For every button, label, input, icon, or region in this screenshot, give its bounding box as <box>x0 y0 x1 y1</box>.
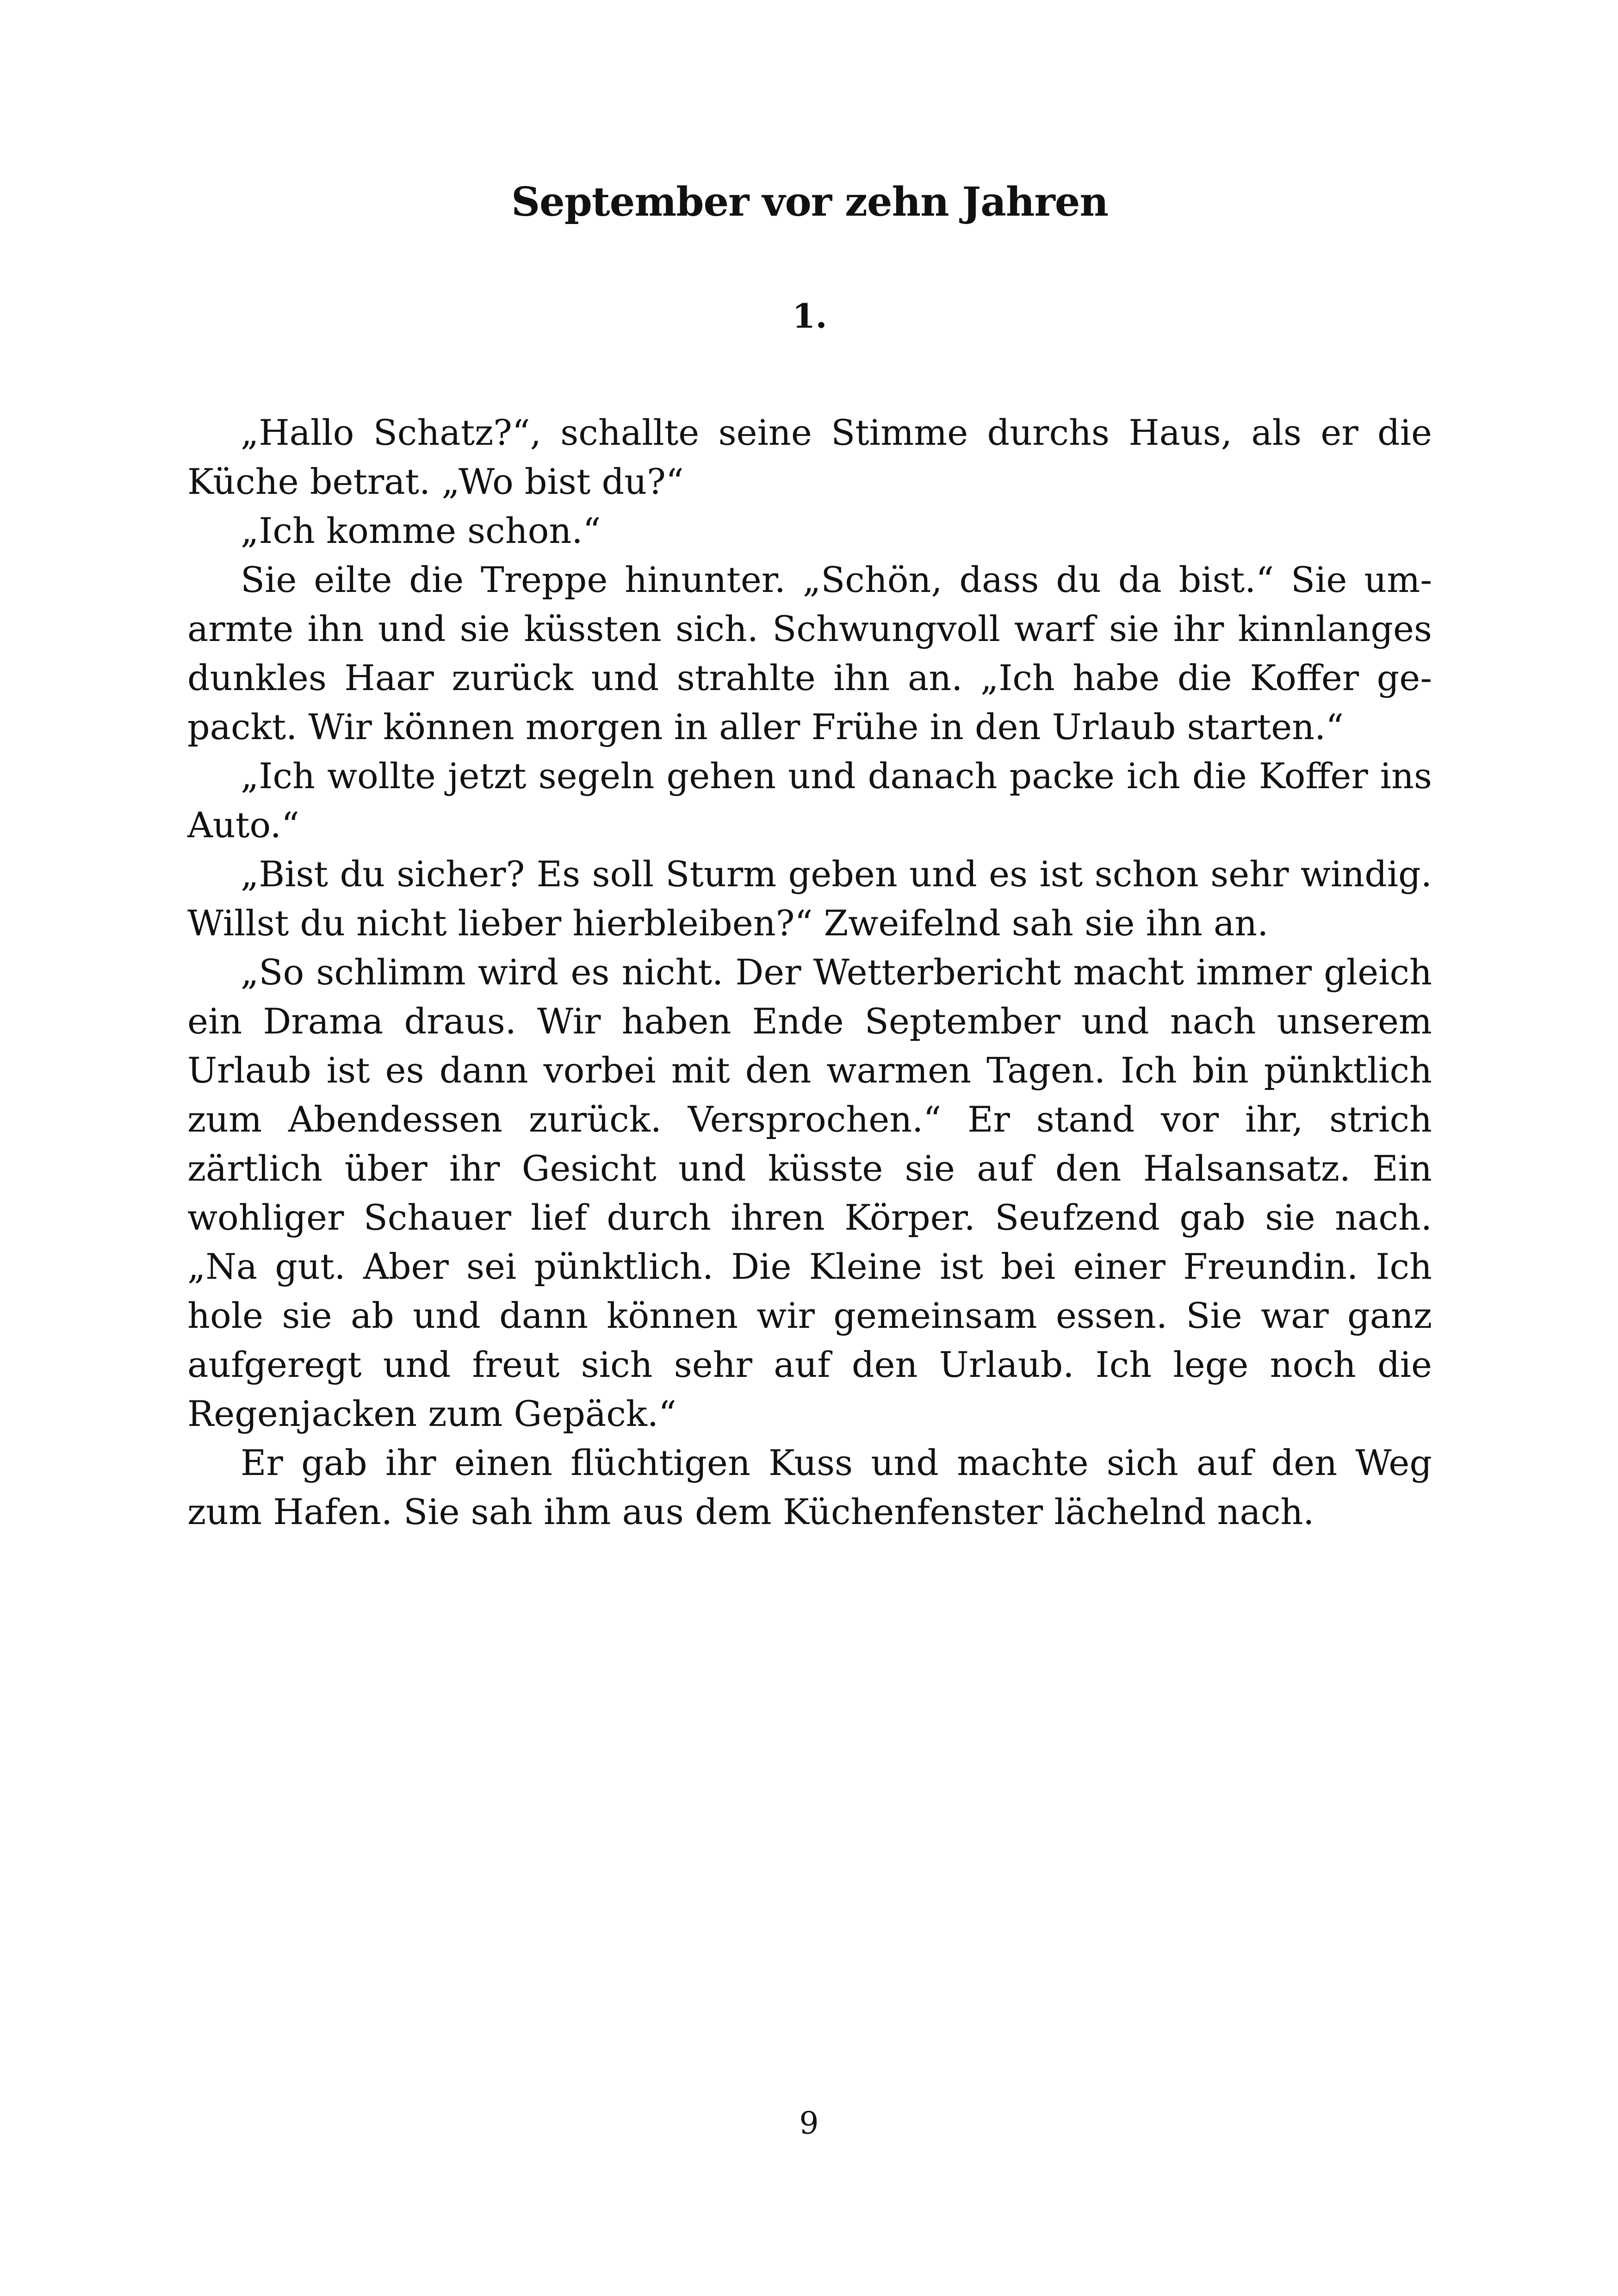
chapter-title: September vor zehn Jahren <box>511 179 1109 225</box>
paragraph: „Ich wollte jetzt segeln gehen und danach packe ich die Koffer ins Auto.“ <box>187 755 1432 846</box>
body-text <box>187 408 1432 1537</box>
paragraph: Er gab ihr einen flüchtigen Kuss und machte sich auf den Weg zum Hafen. Sie sah ihm aus dem Küchenfenster lächelnd nach. <box>187 1442 1432 1532</box>
paragraph: „Hallo Schatz?“, schallte seine Stimme durchs Haus, als er die Küche betrat. „Wo bist du?“ <box>187 412 1432 502</box>
paragraph: Sie eilte die Treppe hinunter. „Schön, dass du da bist.“ Sie umarmte ihn und sie küssten sich. Schwungvoll warf sie ihr kinnlanges dunkles Haar zurück und strahlte ihn an. „Ich habe die Koffer gepackt. Wir können morgen in aller Frühe in den Urlaub starten.“ <box>187 559 1432 747</box>
section-number: 1. <box>792 296 827 336</box>
paragraph: „Bist du sicher? Es soll Sturm geben und es ist schon sehr windig. Willst du nicht lieber hierbleiben?“ Zweifelnd sah sie ihn an. <box>187 853 1432 944</box>
page-number: 9 <box>799 2105 819 2141</box>
paragraph: „So schlimm wird es nicht. Der Wetterbericht macht immer gleich ein Drama draus. Wir haben Ende September und nach unserem Urlaub ist es dann vorbei mit den warmen Tagen. Ich bin pünktlich zum Abendessen zurück. Versprochen.“ Er stand vor ihr, strich zärtlich über ihr Gesicht und küsste sie auf den Halsansatz. Ein wohliger Schauer lief durch ihren Körper. Seufzend gab sie nach. „Na gut. Aber sei pünktlich. Die Kleine ist bei einer Freundin. Ich hole sie ab und dann können wir gemeinsam essen. Sie war ganz aufgeregt und freut sich sehr auf den Urlaub. Ich lege noch die Regenjacken zum Gepäck.“ <box>187 952 1432 1434</box>
paragraph: „Ich komme schon.“ <box>241 510 601 551</box>
